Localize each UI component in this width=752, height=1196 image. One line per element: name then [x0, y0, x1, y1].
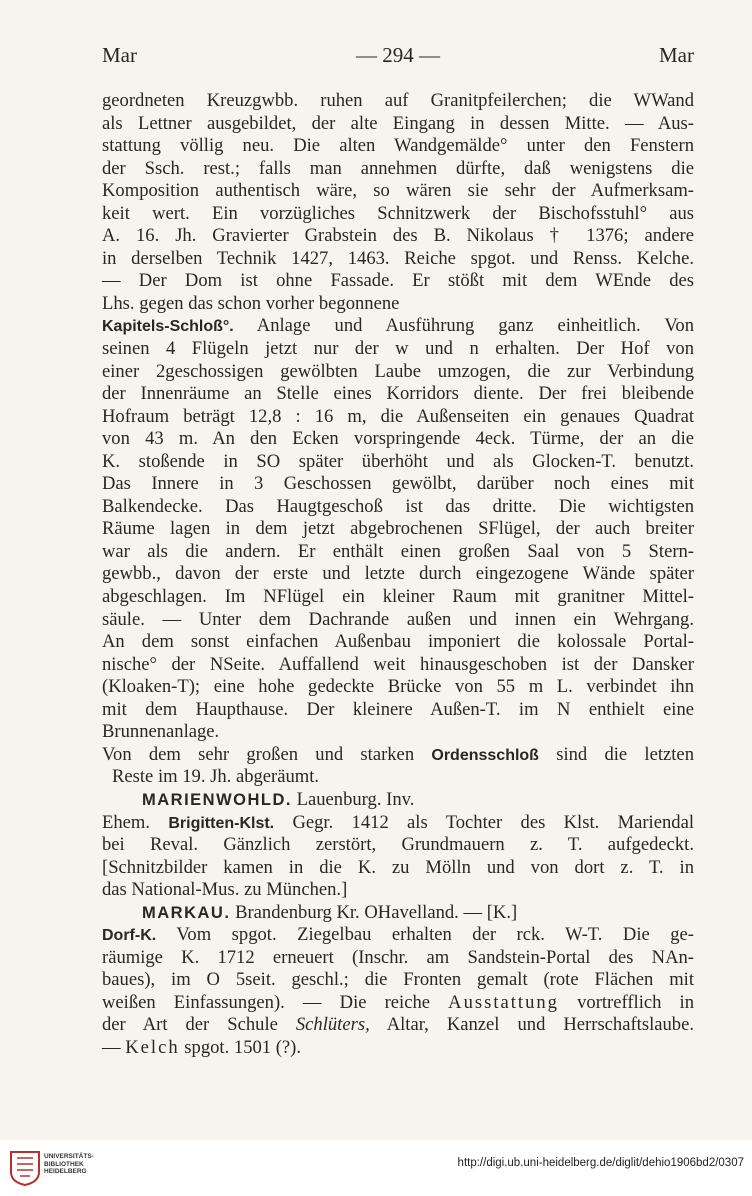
text-run: einer 2geschossigen gewölbten Laube umzogen, die zur Verbindung	[102, 360, 694, 382]
text-run: Vom spgot. Ziegelbau erhalten der rck. W-T. Die ge-	[156, 924, 694, 946]
entry-heading: Kapitels-Schloß°.	[102, 318, 234, 336]
text-run: der Art der Schule	[102, 1014, 296, 1036]
text-run: war als die andern. Er enthält einen großen Saal von 5 Stern-	[102, 540, 694, 562]
library-name-line: BIBLIOTHEK	[44, 1160, 84, 1168]
text-line	[102, 90, 694, 113]
library-seal-icon	[8, 1150, 42, 1186]
text-run: Gegr. 1412 als Tochter des Klst. Mariendal	[274, 811, 694, 833]
page-number: — 294 —	[356, 43, 440, 67]
text-line	[102, 879, 694, 902]
text-line	[102, 812, 694, 835]
body-text	[102, 90, 694, 1060]
text-line	[102, 744, 694, 767]
text-line	[102, 1037, 694, 1060]
text-run: baues), im O 5seit. geschl.; die Fronten gemalt (rote Flächen mit	[102, 969, 694, 991]
text-line	[102, 518, 694, 541]
text-line	[102, 857, 694, 880]
text-run: A. 16. Jh. Gravierter Grabstein des B. Nikolaus † 1376; andere	[102, 225, 694, 247]
text-line	[102, 113, 694, 136]
text-run: der Ssch. rest.; falls man annehmen dürfte, daß wenigstens die	[102, 157, 694, 179]
text-line	[102, 225, 694, 248]
text-line	[102, 676, 694, 699]
text-run: der Innenräume an Stelle eines Korridors diente. Der frei bleibende	[102, 383, 694, 405]
library-name-line: UNIVERSITÄTS-	[44, 1153, 94, 1160]
text-run: Kelch	[125, 1036, 180, 1058]
running-header	[102, 42, 694, 68]
text-run: Brunnenanlage.	[102, 721, 220, 743]
text-run: von 43 m. An den Ecken vorspringende 4eck. Türme, der an die	[102, 428, 694, 450]
header-right-keyword: Mar	[659, 43, 694, 67]
header-left-keyword: Mar	[102, 43, 137, 67]
text-run: Das Innere in 3 Geschossen gewölbt, darüber noch eines mit	[102, 473, 694, 495]
text-run: Lauenburg. Inv.	[291, 788, 415, 810]
text-run: nische° der NSeite. Auffallend weit hinausgeschoben ist der Dansker	[102, 653, 694, 675]
text-line	[102, 180, 694, 203]
text-run: Von dem sehr großen und starken	[102, 743, 432, 765]
text-run: Altar, Kanzel und Herrschaftslaube.	[369, 1014, 694, 1036]
text-run: als Lettner ausgebildet, der alte Eingang in dessen Mitte. — Aus-	[102, 112, 694, 134]
text-line	[102, 158, 694, 181]
text-line	[102, 699, 694, 722]
text-run: in derselben Technik 1427, 1463. Reiche spgot. und Renss. Kelche.	[102, 247, 694, 269]
text-run: Hofraum beträgt 12,8 : 16 m, die Außenseiten ein genaues Quadrat	[102, 405, 694, 427]
text-line	[102, 451, 694, 474]
text-run: Balkendecke. Das Haugtgeschoß ist das dritte. Die wichtigsten	[102, 495, 694, 517]
text-line	[102, 135, 694, 158]
text-run: räumige K. 1712 erneuert (Inschr. am Sandstein-Portal des NAn-	[102, 946, 694, 968]
text-line	[102, 203, 694, 226]
text-line	[102, 315, 694, 338]
text-run: keit wert. Ein vorzügliches Schnitzwerk der Bischofsstuhl° aus	[102, 202, 694, 224]
text-run: das National-Mus. zu München.]	[102, 879, 348, 901]
text-run: Schlüters,	[295, 1014, 370, 1036]
text-line	[102, 766, 694, 789]
text-run: —	[102, 1036, 126, 1058]
source-url-link[interactable]: http://digi.ub.uni-heidelberg.de/diglit/dehio1906bd2/0307	[457, 1157, 744, 1169]
library-footer	[0, 1140, 752, 1196]
entry-heading: Ordensschloß	[431, 746, 539, 764]
text-run: spgot. 1501 (?).	[179, 1036, 302, 1058]
text-line	[102, 1014, 694, 1037]
text-run: [Schnitzbilder kamen in die K. zu Mölln und von dort z. T. in	[102, 856, 694, 878]
entry-heading: Dorf-K.	[102, 927, 157, 945]
entry-heading: Brigitten-Klst.	[168, 814, 275, 832]
library-name	[44, 1153, 94, 1176]
text-line	[102, 361, 694, 384]
text-run: säule. — Unter dem Dachrande außen und innen ein Wehrgang.	[102, 608, 694, 630]
text-run: Lhs. gegen das schon vorher begonnene	[102, 292, 400, 314]
text-run: sind die letzten	[538, 743, 694, 765]
text-run: An dem sonst einfachen Außenbau imponiert die kolossale Portal-	[102, 631, 694, 653]
text-line	[102, 293, 694, 316]
text-run: geordneten Kreuzgwbb. ruhen auf Granitpfeilerchen; die WWand	[102, 90, 694, 111]
text-line	[102, 947, 694, 970]
text-run: Anlage und Ausführung ganz einheitlich. Von	[233, 315, 694, 337]
text-line	[102, 924, 694, 947]
text-line	[102, 789, 694, 812]
text-line	[102, 473, 694, 496]
text-run: Ausstattung	[448, 991, 559, 1013]
text-line	[102, 609, 694, 632]
text-run: bei Reval. Gänzlich zerstört, Grundmauern z. T. aufgedeckt.	[102, 834, 694, 856]
text-line	[102, 338, 694, 361]
text-run: Komposition authentisch wäre, so wären sie sehr der Aufmerksam-	[102, 180, 694, 202]
text-line	[102, 496, 694, 519]
text-run: weißen Einfassungen). — Die reiche	[102, 991, 449, 1013]
text-line	[102, 654, 694, 677]
text-run: stattung völlig neu. Die alten Wandgemälde° unter den Fenstern	[102, 135, 694, 157]
text-line	[102, 383, 694, 406]
text-run: abgeschlagen. Im NFlügel ein kleiner Raum mit granitner Mittel-	[102, 586, 694, 608]
text-run: gewbb., davon der erste und letzte durch eingezogene Wände später	[102, 563, 694, 585]
text-line	[102, 406, 694, 429]
text-run: (Kloaken-T); eine hohe gedeckte Brücke von 55 m L. verbindet ihn	[102, 676, 694, 698]
text-run: Reste im 19. Jh. abgeräumt.	[112, 766, 320, 788]
text-run: K. stoßende in SO später überhöht und als Glocken-T. benutzt.	[102, 450, 694, 472]
text-line	[102, 428, 694, 451]
text-line	[102, 902, 694, 925]
library-name-line: HEIDELBERG	[44, 1168, 87, 1175]
text-run: Ehem.	[102, 811, 169, 833]
text-line	[102, 721, 694, 744]
text-line	[102, 631, 694, 654]
entry-heading: MARIENWOHLD.	[142, 790, 292, 809]
text-line	[102, 586, 694, 609]
text-line	[102, 969, 694, 992]
text-line	[102, 248, 694, 271]
text-line	[102, 834, 694, 857]
text-run: vortrefflich in	[558, 991, 694, 1013]
text-line	[102, 563, 694, 586]
text-run: mit dem Haupthause. Der kleinere Außen-T. im N enthielt eine	[102, 698, 694, 720]
text-run: — Der Dom ist ohne Fassade. Er stößt mit dem WEnde des	[102, 270, 694, 292]
text-run: Räume lagen in dem jetzt abgebrochenen SFlügel, der auch breiter	[102, 518, 694, 540]
text-run: seinen 4 Flügeln jetzt nur der w und n erhalten. Der Hof von	[102, 338, 694, 360]
entry-heading: MARKAU.	[142, 903, 231, 922]
text-line	[102, 541, 694, 564]
text-run: Brandenburg Kr. OHavelland. — [K.]	[230, 901, 518, 923]
text-line	[102, 992, 694, 1015]
text-line	[102, 270, 694, 293]
